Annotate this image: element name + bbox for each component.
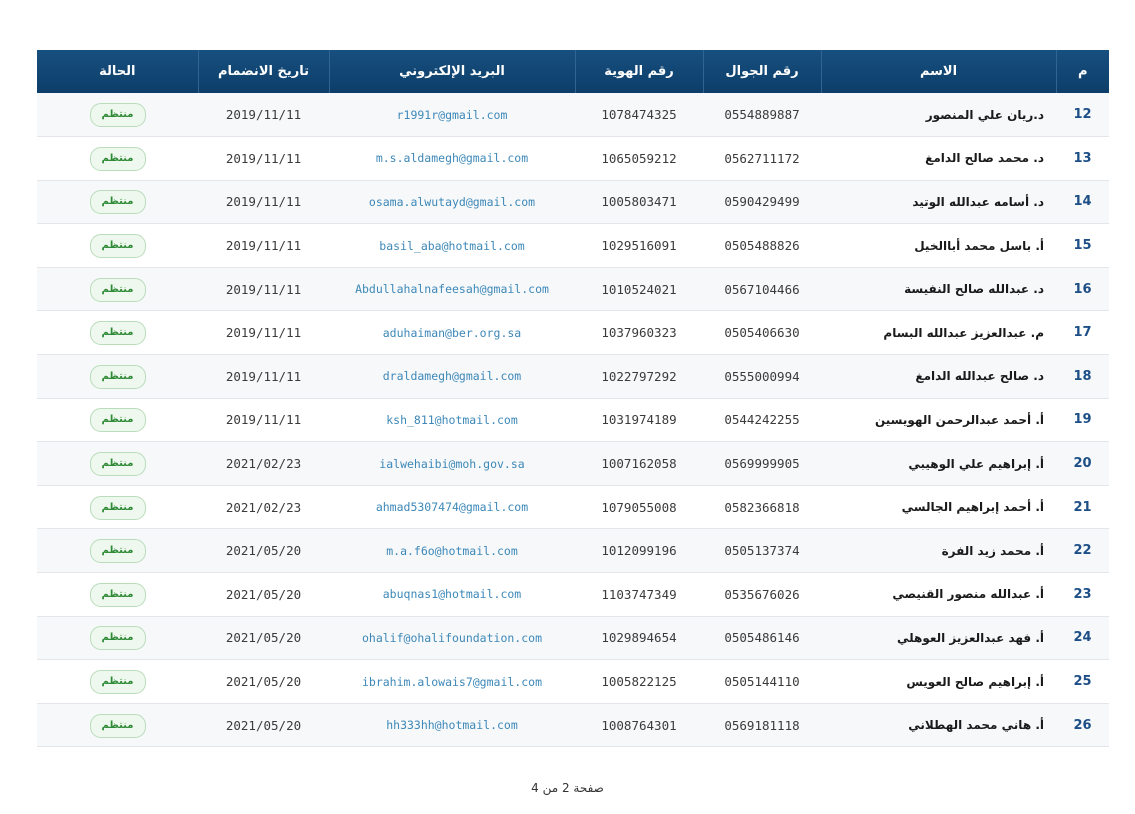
table-row	[37, 398, 1109, 442]
id-number: 1103747349	[601, 586, 677, 602]
id-number: 1029894654	[601, 630, 677, 646]
row-number: 17	[1073, 325, 1092, 341]
mobile-number: 0554889887	[724, 107, 800, 123]
status-cell	[37, 224, 198, 268]
members-sheet	[37, 50, 1109, 747]
row-number: 16	[1073, 281, 1092, 297]
join-date: 2021/05/20	[225, 543, 302, 559]
email-address: aduhaiman@ber.org.sa	[382, 325, 522, 340]
join-date: 2019/11/11	[225, 150, 302, 166]
header-mobile: رقم الجوال	[703, 50, 821, 93]
id-number: 1031974189	[601, 412, 677, 428]
mobile-number: 0582366818	[724, 499, 800, 515]
status-cell	[37, 529, 198, 573]
table-row	[37, 311, 1109, 355]
status-cell	[37, 137, 198, 181]
member-name: أ. إبراهيم صالح العويس	[906, 674, 1044, 689]
email-address: m.a.f6o@hotmail.com	[386, 543, 518, 558]
join-date: 2021/02/23	[225, 456, 302, 472]
member-name: أ. فهد عبدالعزيز العوهلي	[896, 630, 1044, 645]
member-name: د. محمد صالح الدامغ	[925, 151, 1044, 166]
join-date: 2021/05/20	[225, 630, 302, 646]
status-cell	[37, 703, 198, 747]
status-badge: منتظم	[90, 583, 146, 607]
row-number: 23	[1073, 586, 1092, 602]
table-row	[37, 529, 1109, 573]
header-email: البريد الإلكتروني	[329, 50, 575, 93]
header-id-number: رقم الهوية	[575, 50, 703, 93]
status-cell	[37, 93, 198, 137]
status-cell	[37, 485, 198, 529]
member-name: د. أسامه عبدالله الوتيد	[912, 194, 1044, 209]
email-address: basil_aba@hotmail.com	[379, 238, 525, 253]
email-address: ahmad5307474@gmail.com	[375, 500, 529, 515]
table-row	[37, 355, 1109, 399]
status-cell	[37, 180, 198, 224]
status-cell	[37, 573, 198, 617]
id-number: 1005803471	[601, 194, 677, 210]
status-cell	[37, 267, 198, 311]
status-badge: منتظم	[90, 365, 146, 389]
row-number: 12	[1073, 107, 1092, 123]
mobile-number: 0505486146	[724, 630, 800, 646]
table-body	[37, 93, 1109, 747]
id-number: 1005822125	[601, 674, 677, 690]
mobile-number: 0505406630	[724, 325, 800, 341]
row-number: 25	[1073, 674, 1092, 690]
email-address: osama.alwutayd@gmail.com	[368, 194, 536, 209]
table-header-row	[37, 50, 1109, 93]
id-number: 1078474325	[601, 107, 677, 123]
id-number: 1008764301	[601, 717, 677, 733]
status-badge: منتظم	[90, 321, 146, 345]
join-date: 2019/11/11	[225, 194, 302, 210]
header-name: الاسم	[821, 50, 1056, 93]
id-number: 1022797292	[601, 368, 677, 384]
join-date: 2021/05/20	[225, 586, 302, 602]
row-number: 26	[1073, 717, 1092, 733]
status-cell	[37, 442, 198, 486]
id-number: 1065059212	[601, 150, 677, 166]
table-header	[37, 50, 1109, 93]
join-date: 2019/11/11	[225, 107, 302, 123]
row-number: 22	[1073, 543, 1092, 559]
join-date: 2021/02/23	[225, 499, 302, 515]
table-row	[37, 180, 1109, 224]
table-row	[37, 93, 1109, 137]
row-number: 20	[1073, 456, 1092, 472]
email-address: abuqnas1@hotmail.com	[382, 587, 522, 602]
status-badge: منتظم	[90, 408, 146, 432]
email-address: m.s.aldamegh@gmail.com	[375, 151, 529, 166]
table-row	[37, 573, 1109, 617]
status-badge: منتظم	[90, 452, 146, 476]
email-address: hh333hh@hotmail.com	[386, 718, 518, 733]
status-badge: منتظم	[90, 714, 146, 738]
mobile-number: 0555000994	[724, 368, 800, 384]
table-row	[37, 703, 1109, 747]
table-row	[37, 660, 1109, 704]
mobile-number: 0505488826	[724, 238, 800, 254]
status-cell	[37, 616, 198, 660]
member-name: د. عبدالله صالح النفيسة	[904, 282, 1044, 297]
status-badge: منتظم	[90, 190, 146, 214]
mobile-number: 0567104466	[724, 281, 800, 297]
mobile-number: 0505144110	[724, 674, 800, 690]
table-row	[37, 137, 1109, 181]
join-date: 2021/05/20	[225, 717, 302, 733]
id-number: 1012099196	[601, 543, 677, 559]
status-badge: منتظم	[90, 626, 146, 650]
row-number: 24	[1073, 630, 1092, 646]
mobile-number: 0535676026	[724, 586, 800, 602]
id-number: 1007162058	[601, 456, 677, 472]
row-number: 13	[1073, 150, 1092, 166]
id-number: 1029516091	[601, 238, 677, 254]
join-date: 2019/11/11	[225, 412, 302, 428]
email-address: ksh_811@hotmail.com	[386, 412, 518, 427]
status-badge: منتظم	[90, 670, 146, 694]
row-number: 19	[1073, 412, 1092, 428]
table-row	[37, 616, 1109, 660]
table-row	[37, 485, 1109, 529]
members-table	[37, 50, 1109, 747]
join-date: 2019/11/11	[225, 368, 302, 384]
id-number: 1010524021	[601, 281, 677, 297]
row-number: 21	[1073, 499, 1092, 515]
mobile-number: 0562711172	[724, 150, 800, 166]
email-address: r1991r@gmail.com	[396, 107, 508, 122]
email-address: draldamegh@gmail.com	[382, 369, 522, 384]
mobile-number: 0544242255	[724, 412, 800, 428]
status-badge: منتظم	[90, 103, 146, 127]
status-badge: منتظم	[90, 234, 146, 258]
email-address: Abdullahalnafeesah@gmail.com	[355, 282, 549, 297]
status-cell	[37, 660, 198, 704]
member-name: أ. باسل محمد أباالخيل	[914, 238, 1044, 253]
member-name: م. عبدالعزيز عبدالله البسام	[883, 325, 1044, 340]
member-name: أ. أحمد عبدالرحمن الهويسين	[874, 412, 1044, 427]
header-status: الحالة	[99, 64, 136, 79]
id-number: 1037960323	[601, 325, 677, 341]
row-number: 15	[1073, 238, 1092, 254]
header-number: م	[1056, 50, 1109, 93]
table-row	[37, 442, 1109, 486]
status-cell	[37, 311, 198, 355]
status-cell	[37, 355, 198, 399]
member-name: د.ريان علي المنصور	[925, 107, 1044, 122]
member-name: أ. محمد زيد الفرة	[941, 543, 1044, 558]
table-row	[37, 267, 1109, 311]
row-number: 14	[1073, 194, 1092, 210]
join-date: 2019/11/11	[225, 238, 302, 254]
status-cell	[37, 398, 198, 442]
join-date: 2019/11/11	[225, 281, 302, 297]
status-badge: منتظم	[90, 147, 146, 171]
mobile-number: 0569181118	[724, 717, 800, 733]
email-address: ibrahim.alowais7@gmail.com	[361, 674, 542, 689]
row-number: 18	[1073, 368, 1092, 384]
email-address: ohalif@ohalifoundation.com	[361, 630, 542, 645]
mobile-number: 0505137374	[724, 543, 800, 559]
mobile-number: 0590429499	[724, 194, 800, 210]
status-badge: منتظم	[90, 278, 146, 302]
id-number: 1079055008	[601, 499, 677, 515]
join-date: 2021/05/20	[225, 674, 302, 690]
member-name: أ. هاني محمد الهطلاني	[908, 718, 1044, 733]
header-join-date: تاريخ الانضمام	[198, 50, 329, 93]
member-name: أ. عبدالله منصور القنيصي	[892, 587, 1044, 602]
status-badge: منتظم	[90, 496, 146, 520]
email-address: ialwehaibi@moh.gov.sa	[379, 456, 525, 471]
page-indicator: صفحة 2 من 4	[531, 781, 604, 795]
join-date: 2019/11/11	[225, 325, 302, 341]
member-name: د. صالح عبدالله الدامغ	[915, 369, 1044, 384]
member-name: أ. أحمد إبراهيم الجالسي	[901, 500, 1044, 515]
member-name: أ. إبراهيم علي الوهيبي	[908, 456, 1044, 471]
table-row	[37, 224, 1109, 268]
status-badge: منتظم	[90, 539, 146, 563]
mobile-number: 0569999905	[724, 456, 800, 472]
